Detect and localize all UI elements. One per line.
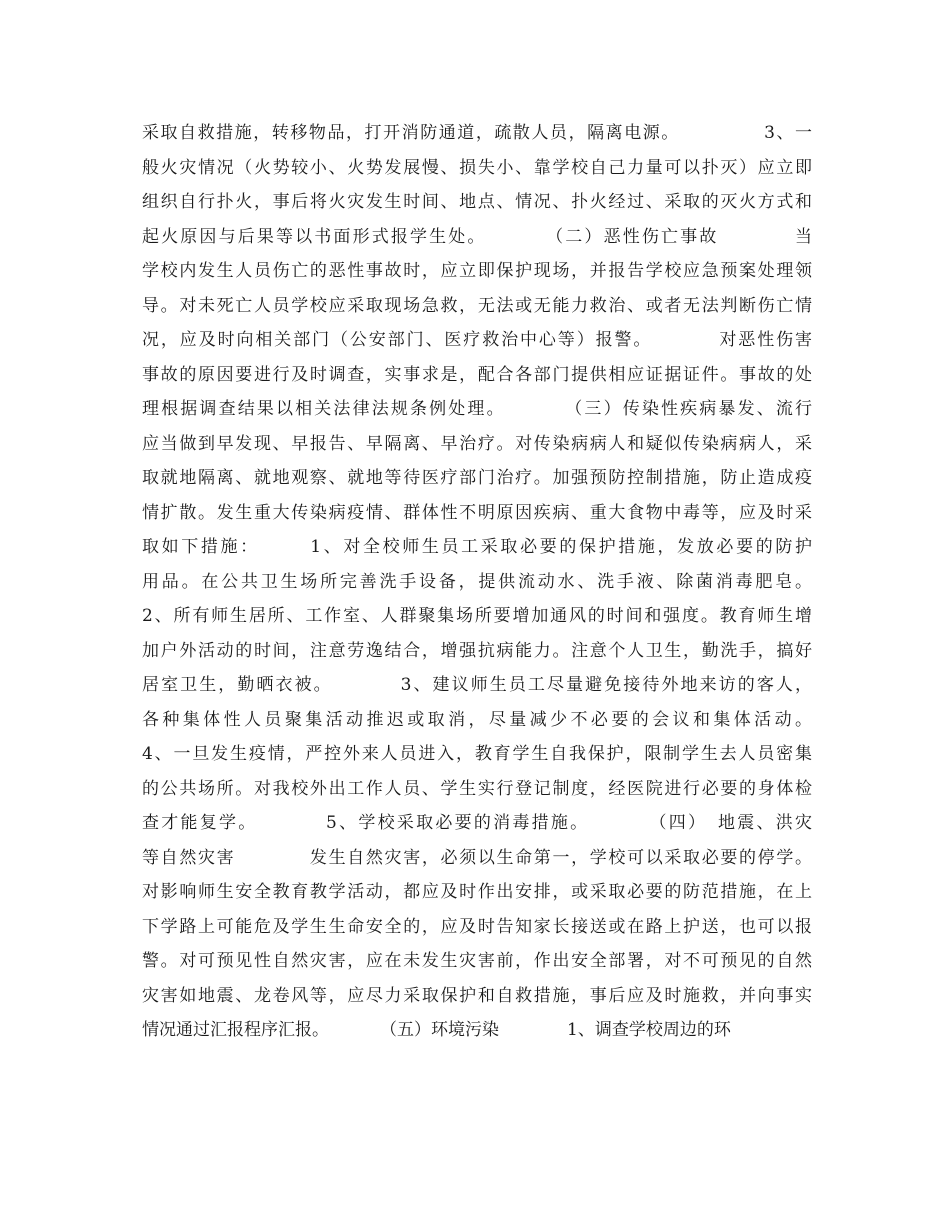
text-line: 般火灾情况（火势较小、火势发展慢、损失小、靠学校自己力量可以扑灭）应立即 (142, 157, 812, 178)
text-line: 等自然灾害 发生自然灾害，必须以生命第一，学校可以采取必要的停学。 (142, 847, 812, 868)
text-line: 采取自救措施，转移物品，打开消防通道，疏散人员，隔离电源。 3、一 (142, 123, 812, 143)
text-line: 组织自行扑火，事后将火灾发生时间、地点、情况、扑火经过、采取的灭火方式和 (142, 192, 812, 212)
text-line: 查才能复学。 5、学校采取必要的消毒措施。 （四） 地震、洪灾 (142, 813, 812, 833)
text-line: 情况通过汇报程序汇报。 （五）环境污染 1、调查学校周边的环 (142, 1020, 731, 1040)
text-line: 取就地隔离、就地观察、就地等待医疗部门治疗。加强预防控制措施，防止造成疫 (142, 468, 812, 488)
text-line: 对影响师生安全教育教学活动，都应及时作出安排，或采取必要的防范措施，在上 (142, 882, 812, 902)
text-line: 加户外活动的时间，注意劳逸结合，增强抗病能力。注意个人卫生，勤洗手，搞好 (142, 640, 812, 661)
text-line: 导。对未死亡人员学校应采取现场急救，无法或无能力救治、或者无法判断伤亡情 (142, 295, 812, 316)
text-line: 的公共场所。对我校外出工作人员、学生实行登记制度，经医院进行必要的身体检 (142, 778, 812, 799)
text-line: 取如下措施： 1、对全校师生员工采取必要的保护措施，发放必要的防护 (142, 537, 812, 557)
text-line: 居室卫生，勤晒衣被。 3、建议师生员工尽量避免接待外地来访的客人， (142, 675, 812, 695)
text-line: 理根据调查结果以相关法律法规条例处理。 （三）传染性疾病暴发、流行 (142, 399, 812, 419)
text-line: 用品。在公共卫生场所完善洗手设备，提供流动水、洗手液、除菌消毒肥皂。 (142, 571, 812, 592)
text-line: 事故的原因要进行及时调查，实事求是，配合各部门提供相应证据证件。事故的处 (142, 364, 812, 385)
text-line: 警。对可预见性自然灾害，应在未发生灾害前，作出安全部署，对不可预见的自然 (142, 951, 812, 971)
text-line: 起火原因与后果等以书面形式报学生处。 （二）恶性伤亡事故 当 (142, 226, 812, 247)
text-line: 况，应及时向相关部门（公安部门、医疗救治中心等）报警。 对恶性伤害 (142, 330, 812, 350)
text-line: 4、一旦发生疫情，严控外来人员进入，教育学生自我保护，限制学生去人员密集 (142, 744, 812, 764)
text-line: 2、所有师生居所、工作室、人群聚集场所要增加通风的时间和强度。教育师生增 (142, 606, 812, 626)
text-line: 学校内发生人员伤亡的恶性事故时，应立即保护现场，并报告学校应急预案处理领 (142, 261, 812, 281)
body-text (142, 116, 812, 1048)
text-line: 各种集体性人员聚集活动推迟或取消，尽量减少不必要的会议和集体活动。 (142, 709, 812, 730)
text-line: 灾害如地震、龙卷风等，应尽力采取保护和自救措施，事后应及时施救，并向事实 (142, 985, 812, 1006)
text-line: 情扩散。发生重大传染病疫情、群体性不明原因疾病、重大食物中毒等，应及时采 (142, 502, 812, 523)
text-line: 应当做到早发现、早报告、早隔离、早治疗。对传染病病人和疑似传染病病人，采 (142, 433, 812, 454)
text-line: 下学路上可能危及学生生命安全的，应及时告知家长接送或在路上护送，也可以报 (142, 916, 812, 937)
